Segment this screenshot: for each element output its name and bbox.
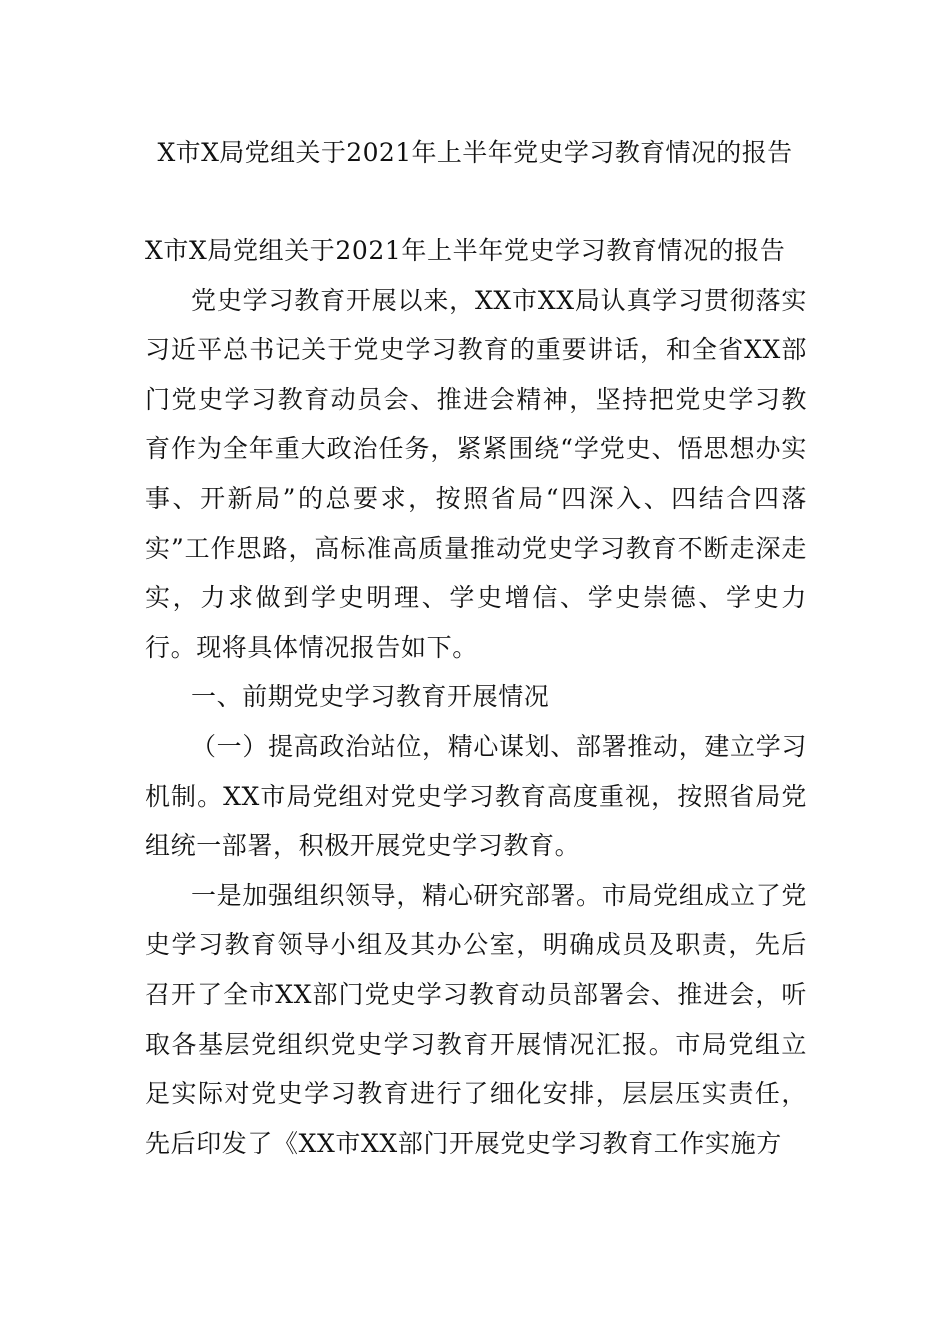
- paragraph-intro: 党史学习教育开展以来，XX市XX局认真学习贯彻落实习近平总书记关于党史学习教育的重要讲话，和全省XX部门党史学习教育动员会、推进会精神，坚持把党史学习教育作为全年重大政治任务，紧紧围绕“学党史、悟思想办实事、开新局”的总要求，按照省局“四深入、四结合四落实”工作思路，高标准高质量推动党史学习教育不断走深走实，力求做到学史明理、学史增信、学史崇德、学史力行。现将具体情况报告如下。: [145, 285, 807, 662]
- document-body: [145, 226, 807, 1168]
- document-title: X市X局党组关于2021年上半年党史学习教育情况的报告: [157, 138, 793, 167]
- subsection-heading-1: （一）提高政治站位，精心谋划、部署推动，建立学习机制。XX市局党组对党史学习教育高度重视，按照省局党组统一部署，积极开展党史学习教育。: [145, 731, 807, 861]
- section-heading-1: 一、前期党史学习教育开展情况: [191, 682, 550, 712]
- document-subtitle: X市X局党组关于2021年上半年党史学习教育情况的报告: [145, 236, 786, 265]
- paragraph-organization: 一是加强组织领导，精心研究部署。市局党组成立了党史学习教育领导小组及其办公室，明确成员及职责，先后召开了全市XX部门党史学习教育动员部署会、推进会，听取各基层党组织党史学习教育开展情况汇报。市局党组立足实际对党史学习教育进行了细化安排，层层压实责任，先后印发了《XX市XX部门开展党史学习教育工作实施方: [145, 880, 807, 1158]
